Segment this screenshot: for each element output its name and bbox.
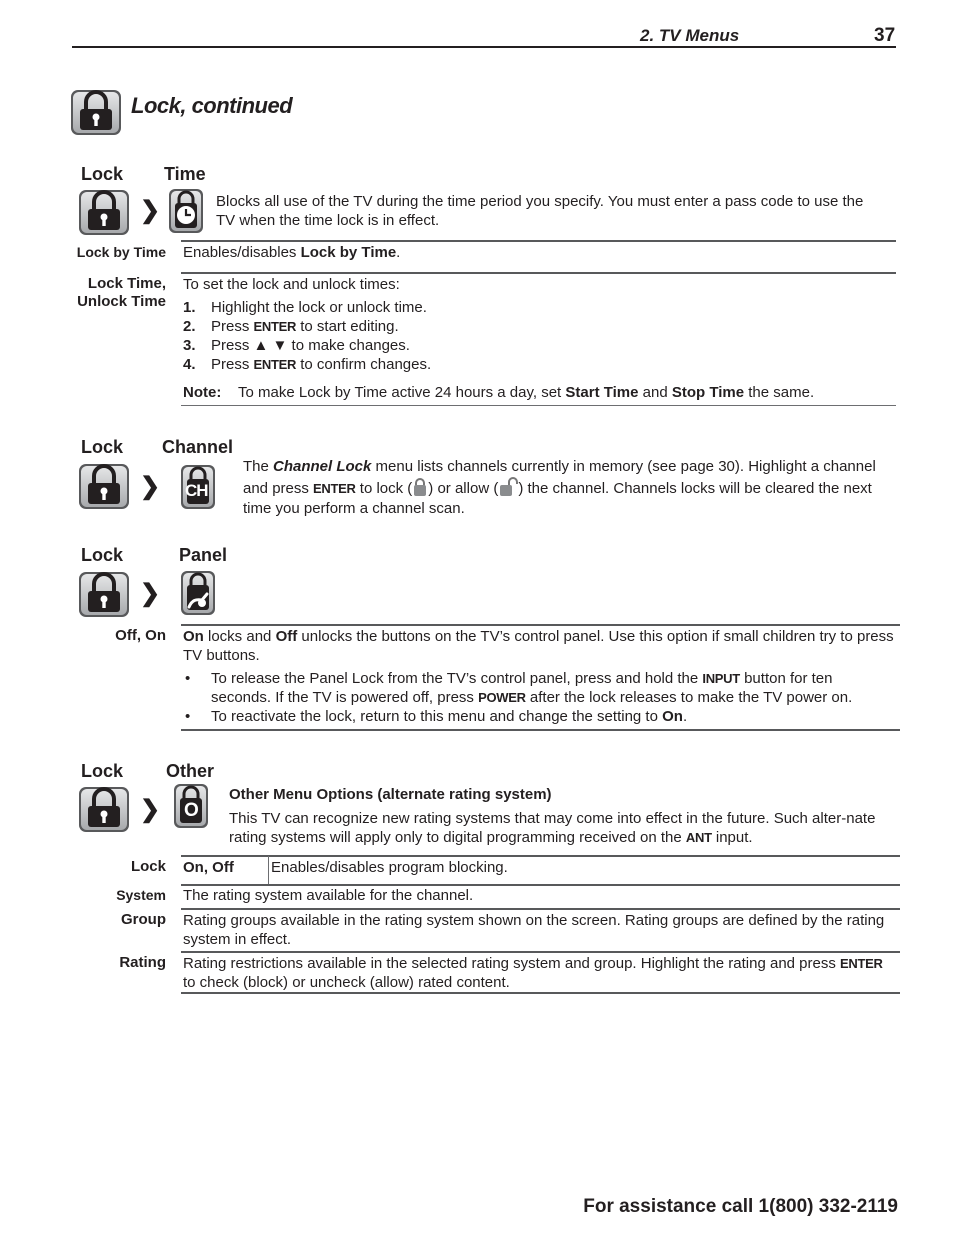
rule — [181, 992, 900, 994]
chevron-right-icon: ❯ — [140, 580, 161, 607]
locked-icon — [412, 477, 428, 497]
rule — [181, 405, 896, 406]
header-section: 2. TV Menus — [640, 26, 740, 45]
time-lock-label: Lock — [81, 164, 124, 184]
chevron-right-icon: ❯ — [140, 473, 161, 500]
lock-time-steps — [183, 298, 895, 374]
lock-time-content — [183, 275, 895, 402]
rule — [181, 624, 900, 626]
clock-lock-icon — [168, 188, 204, 234]
lock-time-intro: To set the lock and unlock times: — [183, 276, 400, 293]
title-lock-icon — [70, 88, 122, 136]
header-rule — [72, 46, 896, 48]
other-rating-desc: Rating restrictions available in the selected rating system and group. Highlight the rating and press ENTER to check (block) or uncheck (allow) rated content. — [183, 955, 883, 991]
other-description: This TV can recognize new rating systems that may come into effect in the future. Such alter-nate rating systems will apply only to digital programming received on the ANT input. — [229, 810, 876, 846]
unlocked-icon — [498, 477, 518, 497]
panel-off-on-label: Off, On — [115, 627, 166, 644]
other-rating-label: Rating — [119, 954, 166, 971]
other-lock-desc: Enables/disables program blocking. — [271, 859, 508, 876]
rule — [181, 855, 900, 857]
rule — [181, 908, 900, 910]
column-divider — [268, 856, 269, 884]
list-item: 3. Press ▲ ▼ to make changes. — [183, 337, 410, 354]
rule — [181, 951, 900, 953]
lock-time-note: Note: To make Lock by Time active 24 hours a day, set Start Time and Stop Time the same. — [183, 384, 815, 401]
channel-description: The Channel Lock menu lists channels currently in memory (see page 30). Highlight a channel and press ENTER to lock ( ) or allow ( ) the channel. Channels locks will be cleared the next time you perform a channel scan. — [243, 458, 876, 517]
page-number: 37 — [874, 25, 896, 46]
page-title: Lock, continued — [131, 93, 293, 118]
ch-lock-icon: CH — [180, 464, 216, 510]
chevron-right-icon: ❯ — [140, 197, 161, 224]
other-sub-label: Other — [166, 761, 215, 781]
lock-by-time-label: Lock by Time — [76, 244, 166, 260]
footer-assistance: For assistance call 1(800) 332-2119 — [583, 1196, 898, 1217]
other-group-desc: Rating groups available in the rating system shown on the screen. Rating groups are defined by the rating system in effect. — [183, 912, 885, 948]
rule — [181, 272, 896, 274]
o-lock-icon: O — [173, 783, 209, 829]
lock-time-label: Lock Time, Unlock Time — [77, 275, 166, 310]
other-group-label: Group — [121, 911, 166, 928]
panel-desc: On locks and Off unlocks the buttons on the TV’s control panel. Use this option if small children try to press TV buttons. — [183, 628, 894, 664]
panel-sub-label: Panel — [179, 545, 228, 565]
time-description: Blocks all use of the TV during the time period you specify. You must enter a pass code to use the TV when the time lock is in effect. — [216, 193, 864, 229]
panel-lock-label: Lock — [81, 545, 124, 565]
other-lock-options: On, Off — [183, 859, 234, 876]
hand-lock-icon — [180, 570, 216, 616]
rule — [181, 729, 900, 731]
other-lock-label: Lock — [81, 761, 124, 781]
lock-by-time-desc: Enables/disables Lock by Time. — [183, 244, 401, 261]
panel-bullets — [183, 669, 895, 726]
other-heading: Other Menu Options (alternate rating system) — [229, 786, 552, 803]
list-item: 2. Press ENTER to start editing. — [183, 318, 399, 335]
other-lock-row-label: Lock — [130, 858, 166, 875]
time-sub-label: Time — [164, 164, 206, 184]
chevron-right-icon: ❯ — [140, 796, 161, 823]
list-item: • To release the Panel Lock from the TV’s control panel, press and hold the INPUT button for ten seconds. If the TV is powered off, press POWER after the lock releases to make the TV power on. — [185, 670, 853, 706]
list-item: • To reactivate the lock, return to this menu and change the setting to On. — [185, 708, 688, 725]
other-lock-icon — [78, 785, 130, 833]
panel-lock-icon — [78, 570, 130, 618]
time-lock-icon — [78, 188, 130, 236]
panel-content — [183, 627, 895, 726]
rule — [181, 240, 896, 242]
list-item: 1. Highlight the lock or unlock time. — [183, 299, 427, 316]
other-system-label: System — [116, 887, 166, 903]
list-item: 4. Press ENTER to confirm changes. — [183, 356, 432, 373]
other-system-desc: The rating system available for the channel. — [183, 887, 474, 904]
channel-lock-icon — [78, 462, 130, 510]
channel-sub-label: Channel — [162, 437, 234, 457]
channel-lock-label: Lock — [81, 437, 124, 457]
